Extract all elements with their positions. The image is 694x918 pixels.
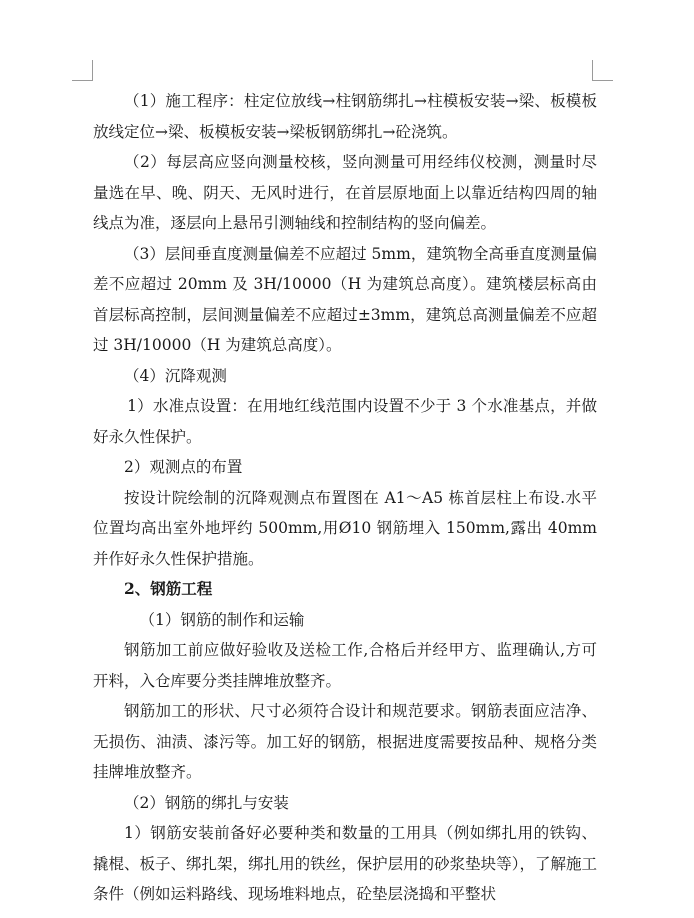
section-heading-rebar-works: 2、钢筋工程 [124, 579, 213, 598]
paragraph-observation-layout: 按设计院绘制的沉降观测点布置图在 A1～A5 栋首层柱上布设.水平位置均高出室外地坪约 500mm,用Ø10 钢筋埋入 150mm,露出 40mm 并作好永久性保护措施。 [93, 488, 597, 568]
paragraph-benchmark-setting: 1）水准点设置：在用地红线范围内设置不少于 3 个水准基点，并做好永久性保护。 [93, 397, 597, 446]
heading-rebar-fabrication: （1）钢筋的制作和运输 [139, 610, 305, 629]
paragraph-verticality-deviation: （3）层间垂直度测量偏差不应超过 5mm，建筑物全高垂直度测量偏差不应超过 20mm 及 3H/10000（H 为建筑总高度）。建筑楼层标高由首层标高控制，层间测量偏差不应超过±3mm，建筑总高测量偏差不应超过 3H/10000（H 为建筑总高度）。 [93, 244, 597, 354]
paragraph-rebar-tools: 1）钢筋安装前备好必要种类和数量的工用具（例如绑扎用的铁钩、撬棍、板子、绑扎架，绑扎用的铁丝，保护层用的砂浆垫块等），了解施工条件（例如运料路线、现场堆料地点，砼垫层浇捣和平整状 [93, 824, 597, 903]
paragraph-rebar-shape: 钢筋加工的形状、尺寸必须符合设计和规范要求。钢筋表面应洁净、无损伤、油渍、漆污等。加工好的钢筋，根据进度需要按品种、规格分类挂牌堆放整齐。 [93, 702, 597, 781]
heading-settlement-observation: （4）沉降观测 [124, 366, 227, 385]
paragraph-rebar-inspection: 钢筋加工前应做好验收及送检工作,合格后并经甲方、监理确认,方可开料，入仓库要分类挂牌堆放整齐。 [93, 641, 597, 690]
document-body [93, 86, 597, 910]
heading-rebar-binding: （2）钢筋的绑扎与安装 [124, 793, 289, 812]
crop-mark-top-left [72, 60, 93, 81]
crop-mark-top-right [592, 60, 613, 81]
paragraph-vertical-survey: （2）每层高应竖向测量校核，竖向测量可用经纬仪校测，测量时尽量选在早、晚、阴天、无风时进行，在首层原地面上以靠近结构四周的轴线点为准，逐层向上悬吊引测轴线和控制结构的竖向偏差。 [93, 153, 597, 232]
heading-observation-points: 2）观测点的布置 [124, 458, 243, 476]
paragraph-construction-sequence: （1）施工程序：柱定位放线→柱钢筋绑扎→柱模板安装→梁、板模板放线定位→梁、板模板安装→梁板钢筋绑扎→砼浇筑。 [93, 92, 597, 141]
